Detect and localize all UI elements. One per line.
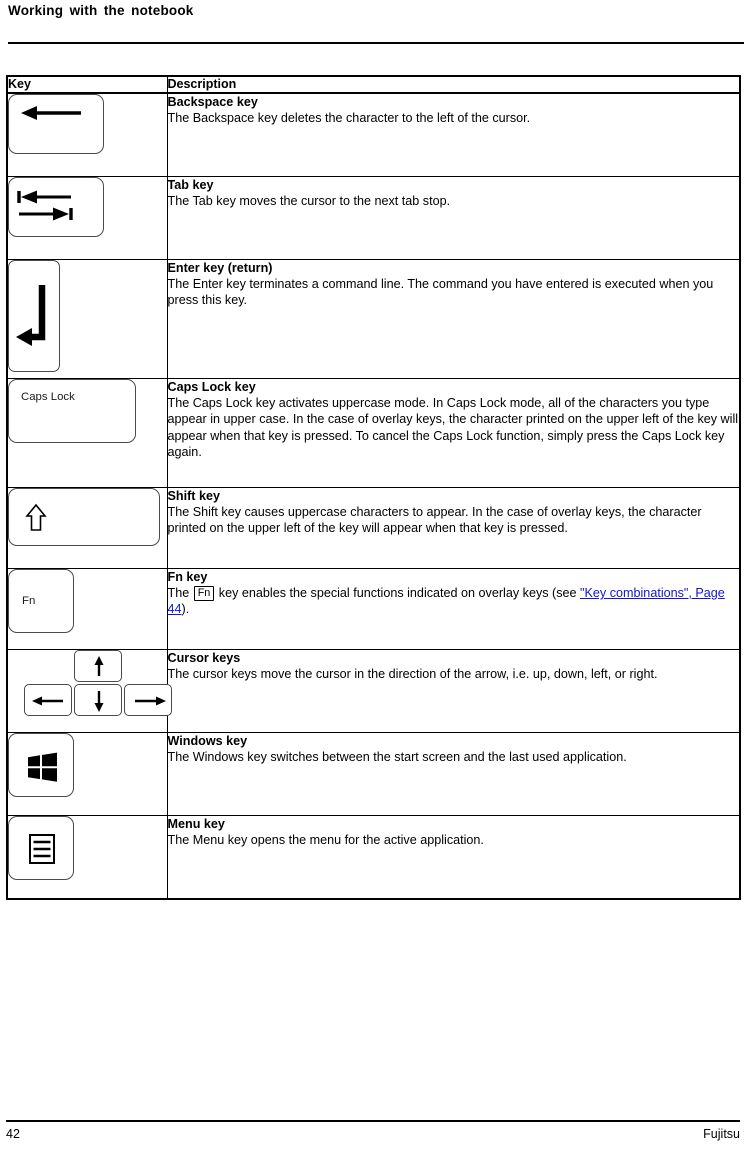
description-cell: [167, 816, 740, 900]
row-body: The Tab key moves the cursor to the next tab stop.: [167, 194, 451, 208]
cursor-keys-icon: [24, 650, 172, 718]
shift-key-icon: [8, 488, 160, 546]
description-cell: [167, 650, 740, 733]
fn-body-tail: ).: [181, 602, 190, 617]
table-header-row: [7, 76, 740, 93]
fn-key-icon: [8, 569, 74, 633]
row-body: [168, 585, 740, 618]
row-title: Tab key: [167, 178, 214, 192]
page-title: Working with the notebook: [8, 3, 194, 18]
table-row: [7, 93, 740, 177]
key-illustration-cell: [7, 569, 167, 650]
row-body: The Menu key opens the menu for the active application.: [167, 833, 484, 847]
footer-brand: Fujitsu: [703, 1127, 740, 1141]
row-body: The Windows key switches between the start screen and the last used application.: [167, 750, 627, 764]
row-title: Cursor keys: [167, 651, 241, 665]
column-header-description: Description: [167, 76, 740, 93]
caps-lock-key-icon: [8, 379, 136, 443]
row-title: Backspace key: [167, 95, 258, 109]
key-illustration-cell: [7, 379, 167, 488]
table-row: [7, 177, 740, 260]
key-description-table: [6, 75, 741, 900]
table-row: [7, 569, 740, 650]
table-row: [7, 488, 740, 569]
key-illustration-cell: [7, 650, 167, 733]
description-cell: [167, 93, 740, 177]
footer-page-number: 42: [6, 1127, 20, 1141]
key-combinations-link[interactable]: "Key combinations", Page 44: [167, 586, 725, 617]
key-illustration-cell: [7, 177, 167, 260]
cursor-left-key-icon: [24, 684, 72, 716]
cursor-down-key-icon: [74, 684, 122, 716]
row-body: The Caps Lock key activates uppercase mode. In Caps Lock mode, all of the characters you type appear in upper case. In the case of overlay keys, the character printed on the upper left of the key will appear when that key is pressed. To cancel the Caps Lock function, simply press the Caps Lock key again.: [167, 396, 739, 460]
header-divider: [8, 42, 744, 44]
description-cell: [167, 569, 740, 650]
description-cell: [167, 488, 740, 569]
key-illustration-cell: [7, 733, 167, 816]
backspace-key-icon: [8, 94, 104, 154]
row-title: Windows key: [167, 734, 248, 748]
fn-inline-key-badge: Fn: [194, 586, 215, 601]
description-cell: [167, 177, 740, 260]
table-row: [7, 816, 740, 900]
key-illustration-cell: [7, 816, 167, 900]
key-illustration-cell: [7, 93, 167, 177]
row-body: The Shift key causes uppercase characters to appear. In the case of overlay keys, the character printed on the upper left of the key will appear when that key is pressed.: [167, 505, 702, 536]
row-title: Shift key: [167, 489, 220, 503]
tab-key-icon: [8, 177, 104, 237]
table-row: [7, 650, 740, 733]
column-header-key: Key: [7, 76, 167, 93]
row-body: The Enter key terminates a command line. The command you have entered is executed when you press this key.: [167, 277, 714, 308]
row-title: Fn key: [167, 570, 208, 584]
table-row: [7, 379, 740, 488]
table-row: [7, 260, 740, 379]
fn-body-before: The: [167, 586, 193, 600]
description-cell: [167, 379, 740, 488]
page-header: [8, 2, 736, 20]
row-title: Caps Lock key: [167, 380, 256, 394]
enter-key-icon: [8, 260, 60, 372]
cursor-right-key-icon: [124, 684, 172, 716]
description-cell: [167, 260, 740, 379]
row-body: The cursor keys move the cursor in the direction of the arrow, i.e. up, down, left, or right.: [167, 667, 658, 681]
row-title: Menu key: [167, 817, 225, 831]
description-cell: [167, 733, 740, 816]
key-illustration-cell: [7, 260, 167, 379]
fn-body-after: key enables the special functions indicated on overlay keys (see: [215, 586, 581, 600]
table-row: [7, 733, 740, 816]
caps-lock-key-label: Caps Lock: [21, 391, 75, 403]
footer-divider: [6, 1120, 740, 1122]
key-illustration-cell: [7, 488, 167, 569]
row-title: Enter key (return): [167, 261, 273, 275]
cursor-up-key-icon: [74, 650, 122, 682]
menu-key-icon: [8, 816, 74, 880]
row-body: The Backspace key deletes the character to the left of the cursor.: [167, 111, 531, 125]
fn-key-label: Fn: [22, 595, 36, 607]
windows-key-icon: [8, 733, 74, 797]
